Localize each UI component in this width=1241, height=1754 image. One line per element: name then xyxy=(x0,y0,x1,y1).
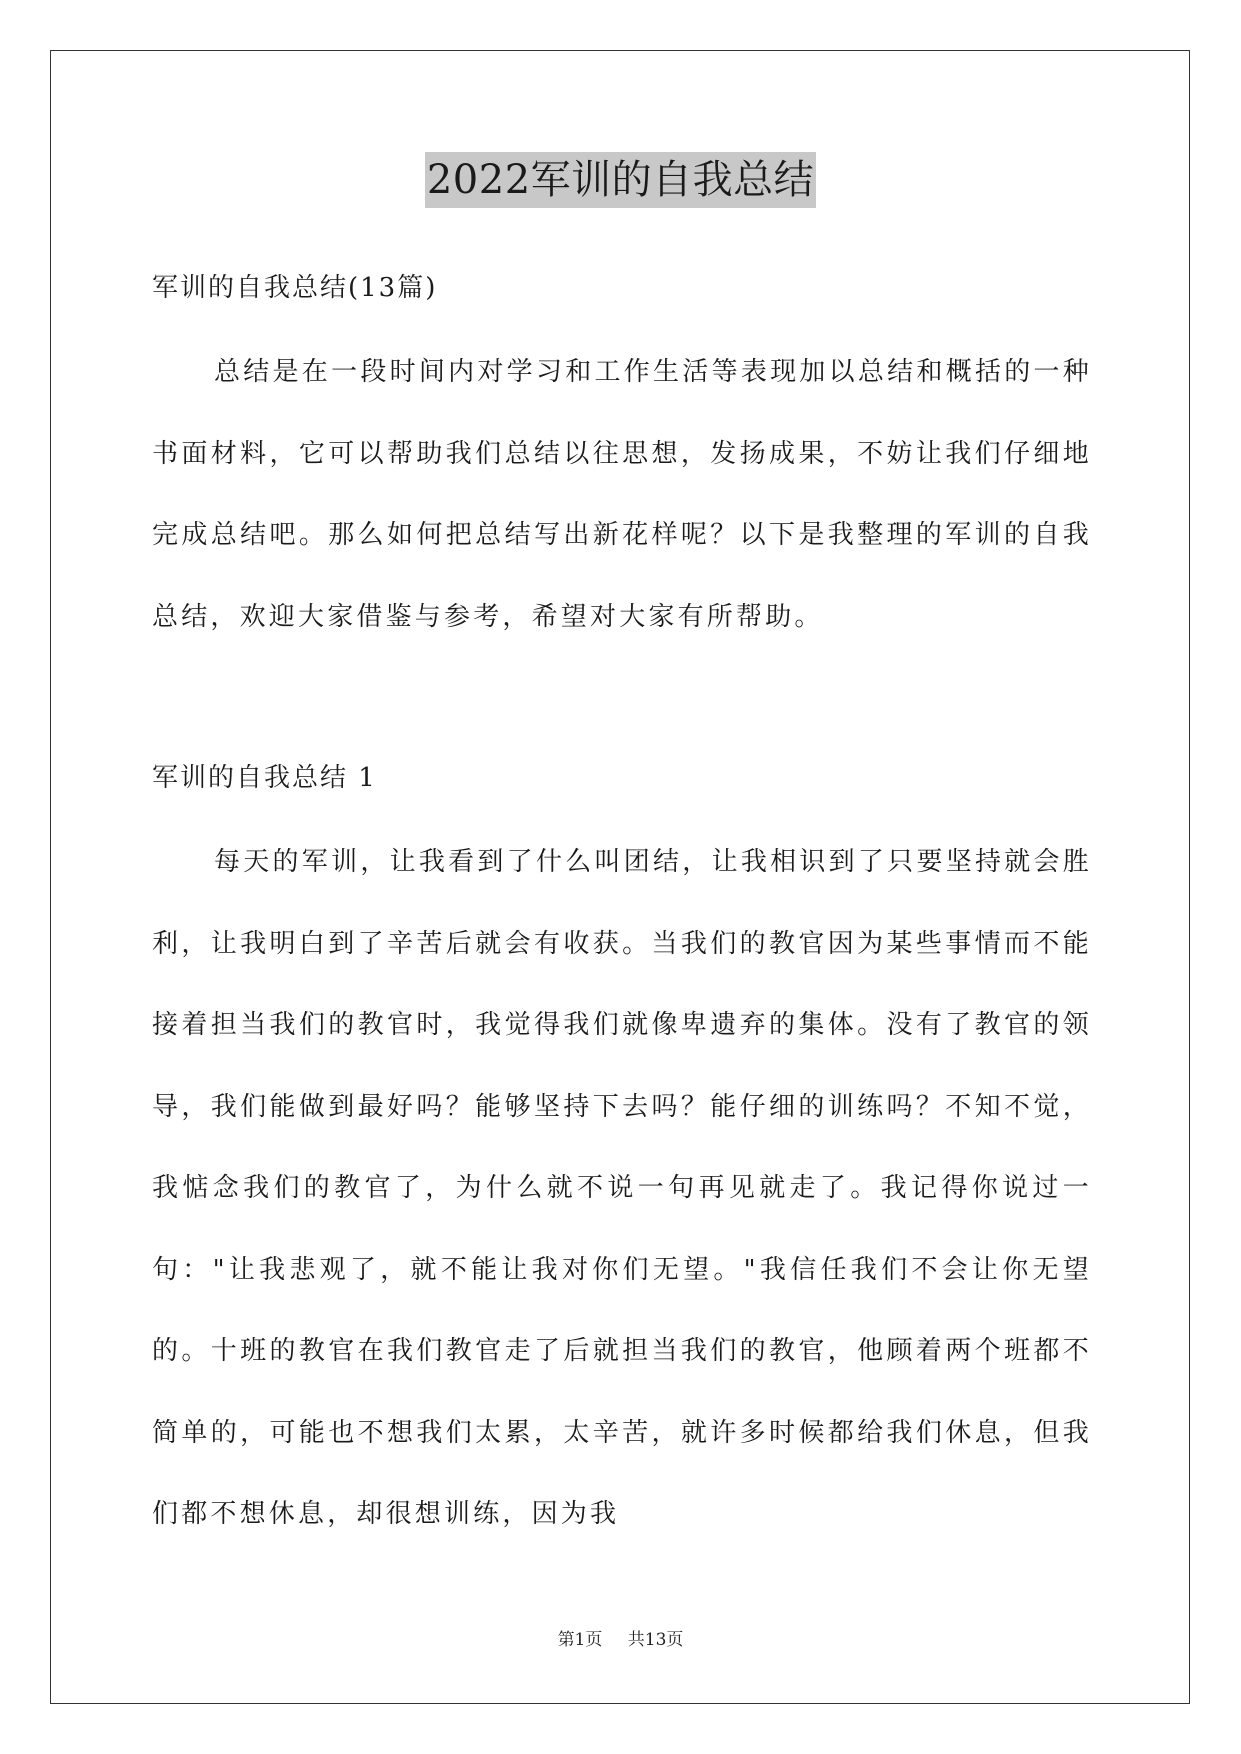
body-paragraph: 每天的军训，让我看到了什么叫团结，让我相识到了只要坚持就会胜利，让我明白到了辛苦后就会有收获。当我们的教官因为某些事情而不能接着担当我们的教官时，我觉得我们就像卑遗弃的集体。没有了教官的领导，我们能做到最好吗？能够坚持下去吗？能仔细的训练吗？不知不觉，我惦念我们的教官了，为什么就不说一句再见就走了。我记得你说过一句："让我悲观了，就不能让我对你们无望。"我信任我们不会让你无望的。十班的教官在我们教官走了后就担当我们的教官，他顾着两个班都不简单的，可能也不想我们太累，太辛苦，就许多时候都给我们休息，但我们都不想休息，却很想训练，因为我 xyxy=(152,847,1092,1529)
document-title: 2022军训的自我总结 xyxy=(425,152,816,208)
page-total: 共13页 xyxy=(627,1630,684,1650)
title-container xyxy=(0,152,1241,208)
page-number: 第1页 xyxy=(557,1630,603,1650)
document-subtitle: 军训的自我总结(13篇) xyxy=(152,273,438,303)
page-footer xyxy=(0,1628,1241,1652)
section-heading: 军训的自我总结 1 xyxy=(152,763,377,793)
intro-paragraph: 总结是在一段时间内对学习和工作生活等表现加以总结和概括的一种书面材料，它可以帮助我们总结以往思想，发扬成果，不妨让我们仔细地完成总结吧。那么如何把总结写出新花样呢？以下是我整理的军训的自我总结，欢迎大家借鉴与参考，希望对大家有所帮助。 xyxy=(152,357,1092,632)
